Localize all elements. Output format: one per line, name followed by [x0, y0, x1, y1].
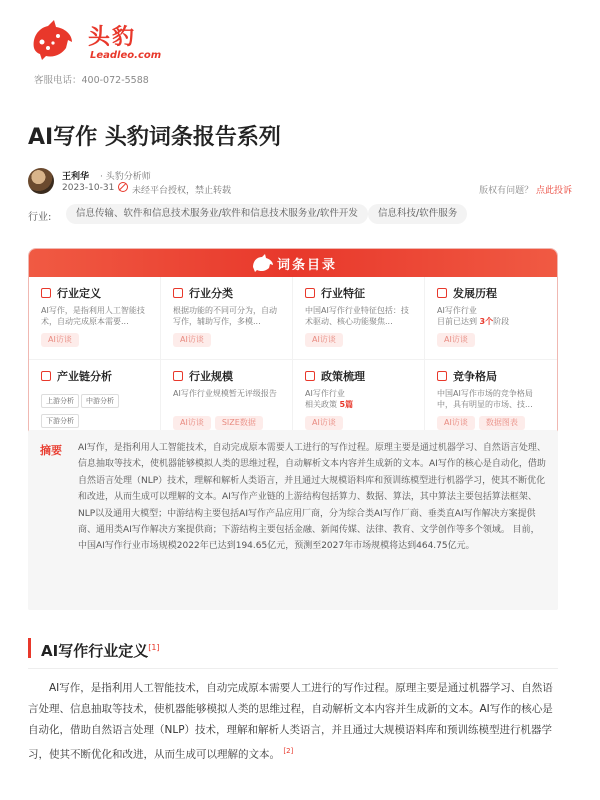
toc-item-definition[interactable] [29, 277, 161, 360]
toc-item-classification[interactable] [161, 277, 293, 360]
author-title: · 头豹分析师 [100, 172, 151, 182]
author-row [28, 168, 572, 198]
ai-interview-chip[interactable]: AI访谈 [305, 416, 343, 430]
data-chart-chip[interactable]: 数据图表 [479, 416, 525, 430]
divider [28, 668, 558, 669]
grid-icon [305, 288, 315, 298]
ai-interview-chip[interactable]: AI访谈 [41, 333, 79, 347]
abstract-text: AI写作，是指利用人工智能技术，自动完成原本需要人工进行的写作过程。原理主要是通过机器学习、自然语言处理、信息抽取等技术，使机器能够模拟人类的思维过程，自动解析文本内容并生成新的文本。AI写作的核心是自动化，借助自然语言处理（NLP）技术，理解和解析人类语言，并且通过大规模语料库和预训练模型进行机器学习，使其不断优化和改进，从而生成可以理解的文本。AI写作产业链的上游结构包括算力、数据、算法，其中算法主要包括算法框架、NLP以及通用大模型；中游结构主要包括AI写作产品应用厂商，分为综合类AI写作厂商、垂类直AI写作解决方案提供商、通用类AI写作解决方案提供商；下游结构主要包括金融、新闻传媒、法律、教育、文学创作等多个领域。 目前，中国AI写作行业市场规模2022年已达到194.65亿元，预测至2027年市场规模将达到464.75亿元。 [78, 443, 546, 552]
section-heading [28, 638, 160, 658]
avatar[interactable] [28, 168, 54, 194]
ban-icon [118, 182, 128, 192]
toc-item-title: 行业特征 [321, 287, 365, 300]
reference-link[interactable]: [1] [148, 643, 160, 652]
industry-row [28, 204, 572, 224]
abstract-box [28, 430, 558, 610]
publish-date: 2023-10-31 [62, 183, 115, 193]
industry-tag[interactable]: 信息传输、软件和信息技术服务业/软件和信息技术服务业/软件开发 [66, 204, 368, 224]
section-title: AI写作行业定义 [41, 642, 149, 660]
hierarchy-icon [173, 288, 183, 298]
toc-panel [28, 248, 558, 442]
toc-item-desc: AI写作行业规模暂无评级报告 [173, 389, 277, 398]
industry-tag[interactable]: 信息科技/软件服务 [368, 204, 467, 224]
ai-interview-chip[interactable]: AI访谈 [437, 416, 475, 430]
toc-item-title: 竞争格局 [453, 370, 497, 383]
page-title: AI写作 头豹词条报告系列 [28, 125, 281, 150]
chain-icon [41, 371, 51, 381]
toc-title: 词条目录 [276, 258, 337, 273]
restriction-text: 未经平台授权，禁止转载 [132, 186, 232, 196]
copyright-notice [479, 183, 572, 196]
toc-header [29, 249, 557, 277]
toc-item-features[interactable] [293, 277, 425, 360]
toc-item-title: 行业分类 [189, 287, 233, 300]
midstream-analysis[interactable]: 中游分析 [81, 394, 119, 408]
upstream-analysis[interactable]: 上游分析 [41, 394, 79, 408]
timeline-icon [437, 288, 447, 298]
section-body-text: AI写作，是指利用人工智能技术，自动完成原本需要人工进行的写作过程。原理主要是通过机器学习、自然语言处理、信息抽取等技术，使机器能够模拟人类的思维过程，自动解析文本内容并生成新的文本。AI写作的核心是自动化，借助自然语言处理（NLP）技术，理解和解析人类语言，并且通过大规模语料库和预训练模型进行机器学习，使其不断优化和改进，从而生成可以理解的文本。 [28, 682, 553, 761]
toc-item-title: 行业定义 [57, 287, 101, 300]
section-body [28, 678, 558, 766]
ai-interview-chip[interactable]: AI访谈 [173, 416, 211, 430]
brand-domain[interactable]: Leadleo.com [90, 50, 162, 61]
toc-item-title: 行业规模 [189, 370, 233, 383]
reference-link[interactable]: [2] [283, 747, 294, 755]
toc-item-desc: AI写作行业 相关政策 5篇 [305, 389, 354, 409]
brand-name[interactable]: 头豹 [88, 25, 137, 50]
downstream-analysis[interactable]: 下游分析 [41, 414, 79, 428]
toc-item-title: 产业链分析 [57, 370, 112, 383]
toc-item-desc: AI写作，是指利用人工智能技术，自动完成原本需要... [41, 306, 145, 326]
ai-interview-chip[interactable]: AI访谈 [437, 333, 475, 347]
toc-item-desc: 中国AI写作市场的竞争格局中，具有明显的市场、技... [437, 389, 533, 409]
toc-item-desc: 根据功能的不同可分为，自动写作，辅助写作，多模... [173, 306, 277, 326]
complaint-link[interactable]: 点此投诉 [535, 186, 572, 196]
pie-icon [437, 371, 447, 381]
author-name[interactable]: 王利华 [62, 172, 90, 182]
size-data-chip[interactable]: SIZE数据 [215, 416, 263, 430]
search-doc-icon [41, 288, 51, 298]
hotline-text: 客服电话：400-072-5588 [34, 75, 149, 86]
leopard-logo-icon[interactable] [28, 18, 76, 62]
industry-label: 行业: [28, 212, 52, 223]
toc-item-history[interactable] [425, 277, 557, 360]
toc-item-desc: 中国AI写作行业特征包括：技术驱动、核心功能聚焦... [305, 306, 409, 326]
toc-item-title: 政策梳理 [321, 370, 365, 383]
toc-item-desc: AI写作行业 目前已达到 3个阶段 [437, 306, 510, 326]
toc-item-title: 发展历程 [453, 287, 497, 300]
abstract-label: 摘要 [40, 444, 62, 457]
policy-icon [305, 371, 315, 381]
bar-chart-icon [173, 371, 183, 381]
ai-interview-chip[interactable]: AI访谈 [173, 333, 211, 347]
ai-interview-chip[interactable]: AI访谈 [305, 333, 343, 347]
copyright-question: 版权有问题？ [479, 186, 534, 196]
